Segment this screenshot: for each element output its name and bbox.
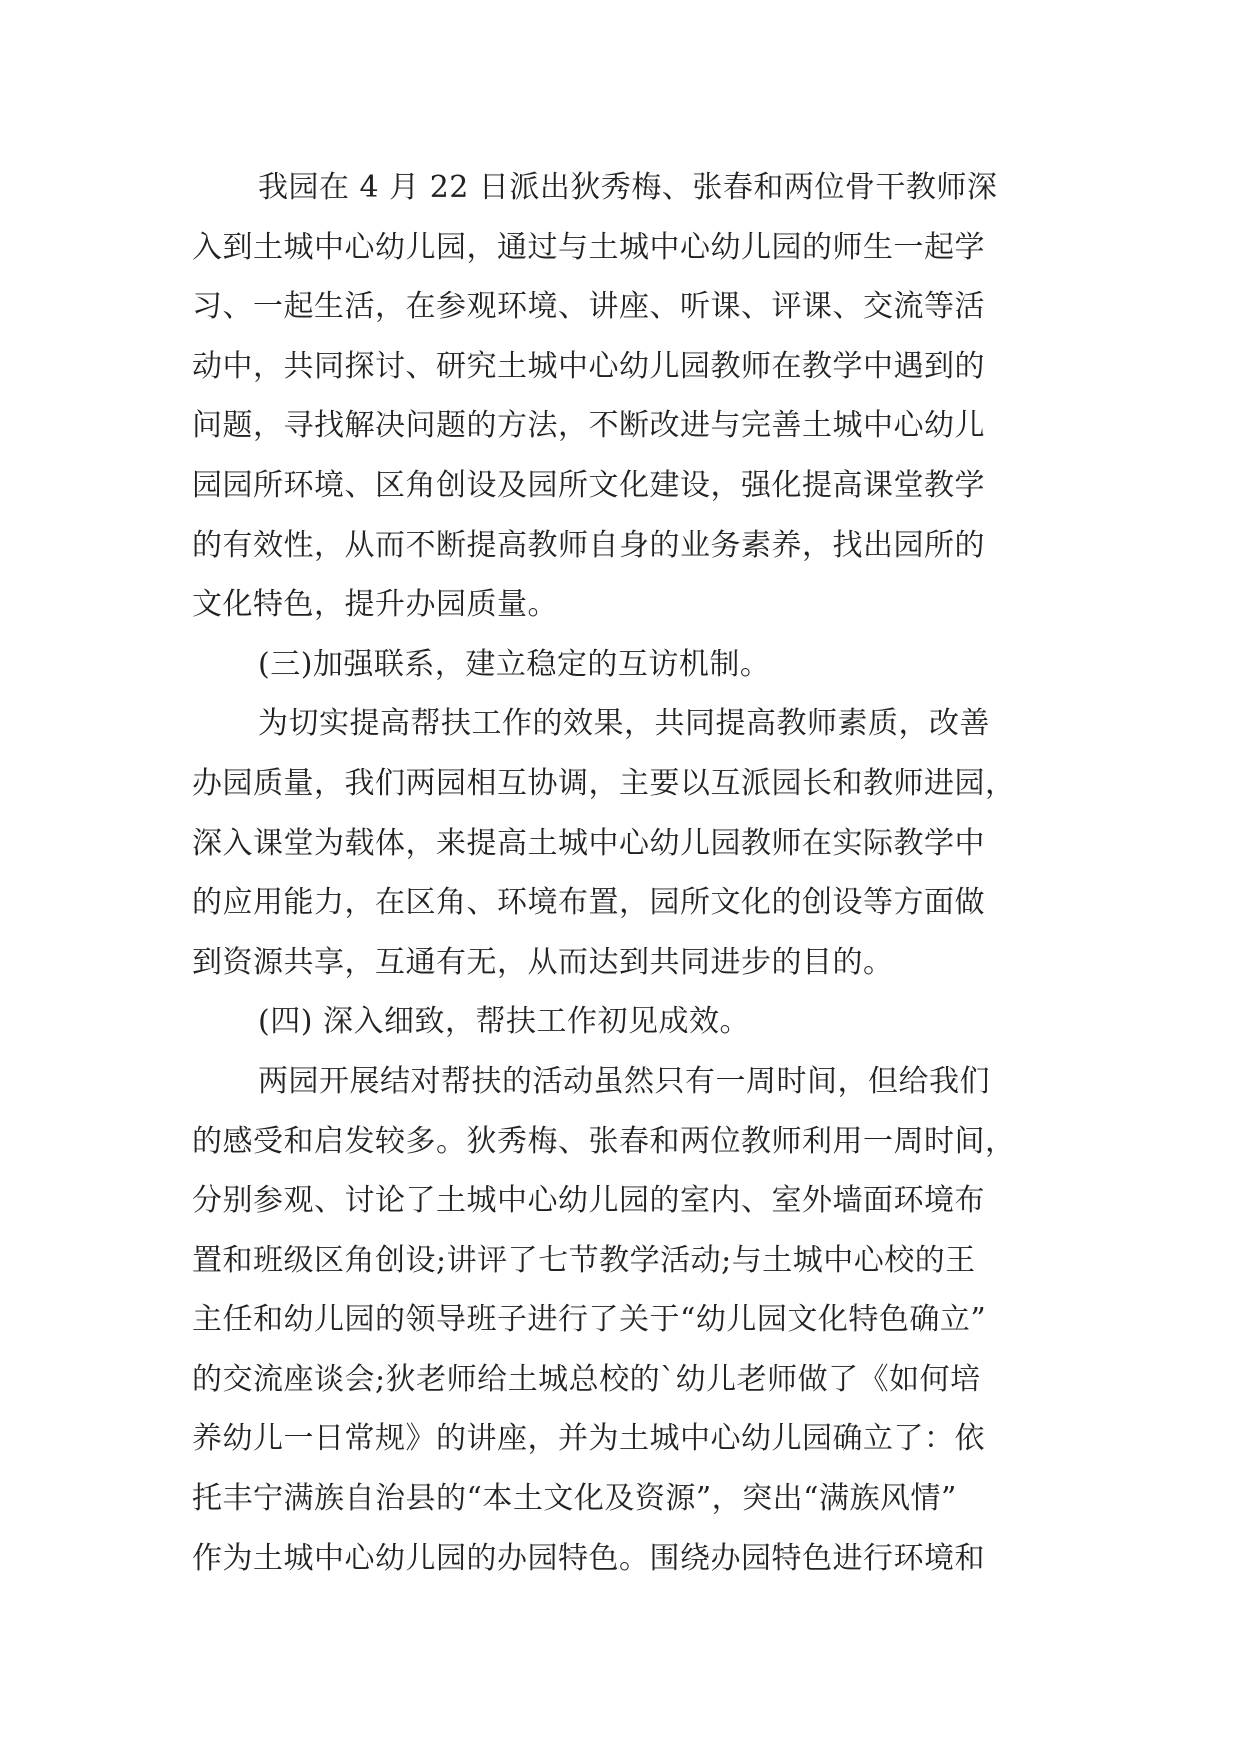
document-text-line: 的有效性，从而不断提高教师自身的业务素养，找出园所的 [192, 527, 985, 563]
document-text-line: 深入课堂为载体，来提高土城中心幼儿园教师在实际教学中 [192, 825, 985, 861]
document-text-line: 分别参观、讨论了土城中心幼儿园的室内、室外墙面环境布 [192, 1183, 985, 1219]
document-text-line: 我园在 4 月 22 日派出狄秀梅、张春和两位骨干教师深 [258, 170, 998, 205]
document-text-line: 两园开展结对帮扶的活动虽然只有一周时间，但给我们 [258, 1063, 990, 1099]
document-text-line: 主任和幼儿园的领导班子进行了关于“幼儿园文化特色确立” [192, 1302, 987, 1338]
document-text-line: 的交流座谈会;狄老师给土城总校的`幼儿老师做了《如何培 [192, 1361, 981, 1397]
document-text-line: 的感受和启发较多。狄秀梅、张春和两位教师利用一周时间， [192, 1123, 1016, 1159]
document-text-line: 的应用能力，在区角、环境布置，园所文化的创设等方面做 [192, 885, 985, 921]
document-text-line: 办园质量，我们两园相互协调，主要以互派园长和教师进园， [192, 765, 1016, 801]
document-body [192, 158, 1062, 1588]
document-text-line: 置和班级区角创设;讲评了七节教学活动;与土城中心校的王 [192, 1242, 976, 1278]
document-text-line: 养幼儿一日常规》的讲座，并为土城中心幼儿园确立了：依 [192, 1421, 985, 1457]
document-text-line: 问题，寻找解决问题的方法，不断改进与完善土城中心幼儿 [192, 408, 985, 444]
document-text-line: (四) 深入细致，帮扶工作初见成效。 [258, 1004, 750, 1040]
document-text-line: 入到土城中心幼儿园，通过与土城中心幼儿园的师生一起学 [192, 229, 985, 265]
document-text-line: 文化特色，提升办园质量。 [192, 587, 558, 623]
document-text-line: 到资源共享，互通有无，从而达到共同进步的目的。 [192, 944, 894, 980]
document-text-line: 动中，共同探讨、研究土城中心幼儿园教师在教学中遇到的 [192, 348, 985, 384]
document-text-line: 托丰宁满族自治县的“本土文化及资源”，突出“满族风情” [192, 1481, 957, 1517]
document-text-line: 习、一起生活，在参观环境、讲座、听课、评课、交流等活 [192, 289, 985, 325]
document-text-line: 为切实提高帮扶工作的效果，共同提高教师素质，改善 [258, 706, 990, 742]
document-text-line: 园园所环境、区角创设及园所文化建设，强化提高课堂教学 [192, 467, 985, 503]
document-text-line: 作为土城中心幼儿园的办园特色。围绕办园特色进行环境和 [192, 1540, 985, 1576]
document-text-line: (三)加强联系，建立稳定的互访机制。 [258, 646, 771, 682]
